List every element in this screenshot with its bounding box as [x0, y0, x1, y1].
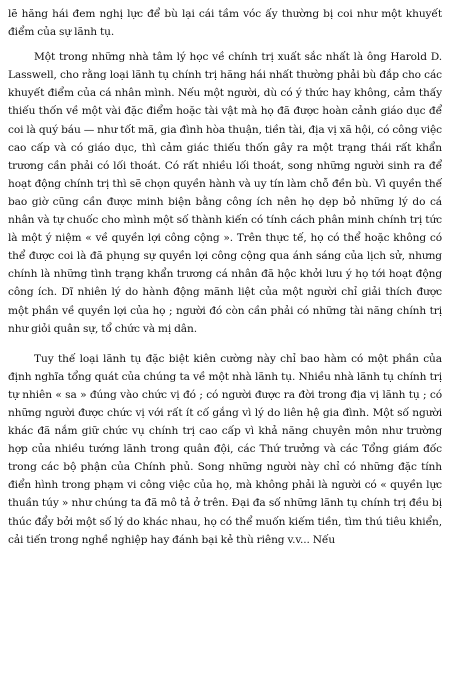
paragraph-leader-types: Tuy thế loại lãnh tụ đặc biệt kiên cường này chỉ bao hàm có một phần của định nghĩa tổng quát của chúng ta về một nhà lãnh tụ. Nhiều nhà lãnh tụ chính trị tự nhiên « sa » đúng vào chức vị đó ; có người được ra đời trong địa vị lãnh tụ ; có những người được chức vị với rất ít cố gắng vì lý do liên hệ gia đình. Một số người khác đã nắm giữ chức vụ chính trị cao cấp vì khả năng chuyên môn như trường hợp của nhiều tướng lãnh trong quân đội, các Thứ trưởng và các Tổng giám đốc trong các bộ phận của Chính phủ. Song những người này chỉ có những đặc tính điển hình trong phạm vi công việc của họ, mà không phải là người có « quyền lực thuần túy » như chúng ta đã mô tả ở trên. Đại đa số những lãnh tụ chính trị đều bị thúc đẩy bởi một số lý do khác nhau, họ có thể muốn kiếm tiền, tìm thú tiêu khiển, cải tiến trong nghề nghiệp hay đánh bại kẻ thù riêng v.v... Nếu	[8, 352, 442, 546]
paragraph-continuation: lẽ hăng hái đem nghị lực để bù lại cái tầm vóc ấy thường bị coi như một khuyết điểm của sự lãnh tụ.	[8, 8, 442, 39]
paragraph-lasswell-theory: Một trong những nhà tâm lý học về chính trị xuất sắc nhất là ông Harold D. Lasswell, cho rằng loại lãnh tụ chính trị hăng hái nhất thường phải bù đắp cho các khuyết điểm của cá nhân mình. Nếu một người, dù có ý thức hay không, cảm thấy thiếu thốn về một vài đặc điểm hoặc tài vật mà họ đã được hoàn cảnh giáo dục để coi là quý báu — như tốt mã, gia đình hòa thuận, tiền tài, địa vị xã hội, có công việc cao cấp và có giáo dục, thì cảm giác thiếu thốn gây ra một trạng thái rất khẩn trương cần phải có lối thoát. Có rất nhiều lối thoát, song những người sinh ra để hoạt động chính trị thì sẽ chọn quyền hành và uy tín làm chỗ đền bù. Vì quyền thế bao giờ cũng cần được minh biện bằng công ích nên họ dẹp bỏ những lý do cá nhân và tự chuốc cho mình một số thành kiến có tính cách phân minh chính trị tức là một ý niệm « về quyền lợi công cộng ». Trên thực tế, họ có thể hoặc không có thể được coi là đã phụng sự quyền lợi công cộng qua ánh sáng của lịch sử, nhưng chính là những tình trạng khẩn trương cá nhân đã hộc khởi lưu ý họ tới hoạt động công ích. Dĩ nhiên lý do hành động mãnh liệt của một người chỉ giải thích được một phần về quyền lợi của họ ; người đó còn cần phải có những tài năng chính trị như giỏi quân sự, tổ chức và mị dân.	[8, 51, 442, 335]
